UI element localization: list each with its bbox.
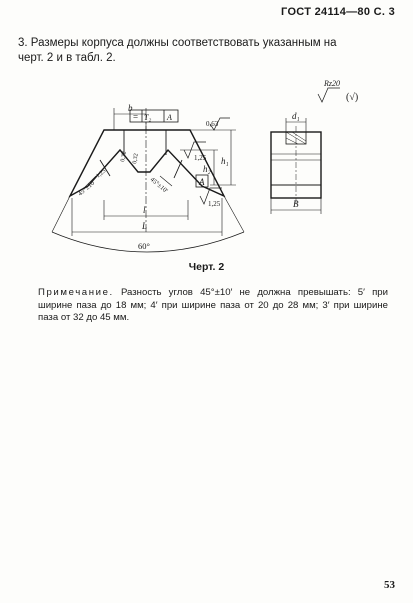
page-number: 53: [384, 579, 395, 591]
flatness-tolerance: T₂: [144, 113, 152, 122]
figure-caption: Черт. 2: [188, 261, 225, 273]
angle-right-label: 45°±10′: [148, 176, 169, 195]
angle-left-label: 45°±10′: [76, 178, 98, 198]
roughness-label-4: 0,32: [132, 152, 140, 165]
roughness-corner-label: Rz20: [324, 79, 340, 88]
flatness-symbol: =: [133, 112, 139, 122]
datum-a-label: A: [199, 177, 205, 187]
body-slot: [124, 130, 166, 155]
dim-h2-label: h₂: [203, 164, 211, 174]
dim-h1-label: h₁: [221, 156, 229, 166]
roughness-label-3: 0,32: [120, 150, 128, 163]
roughness-label-5: 1,25: [95, 168, 108, 180]
dim-d1-label: d₁: [292, 111, 300, 121]
angle-60-label: 60°: [138, 241, 150, 251]
dim-L-label: L: [142, 221, 148, 231]
chamfer-label: 0,63: [206, 120, 219, 128]
body-groove: [100, 160, 182, 178]
note-paragraph: [38, 287, 388, 325]
note-label: Примечание.: [38, 287, 114, 298]
roughness-label-1: 1,25: [194, 154, 207, 162]
paragraph-line-2: черт. 2 и в табл. 2.: [18, 52, 116, 64]
roughness-check-label: (√): [346, 92, 359, 103]
document-header: ГОСТ 24114—80 С. 3: [281, 6, 395, 18]
dim-b-label: b: [128, 103, 133, 113]
roughness-label-2: 1,25: [208, 200, 221, 208]
dim-l-label: l: [143, 205, 146, 215]
note-text: Разность углов 45°±10′ не должна превышать: 5′ при ширине паза до 18 мм; 4′ при ширине паза от 20 до 28 мм; 3′ при ширине паза от 32 до 45 мм.: [38, 287, 388, 323]
dim-B-label: B: [293, 199, 299, 209]
paragraph-line-1: 3. Размеры корпуса должны соответствовать указанным на: [18, 37, 337, 49]
flatness-reference: A: [167, 113, 172, 122]
